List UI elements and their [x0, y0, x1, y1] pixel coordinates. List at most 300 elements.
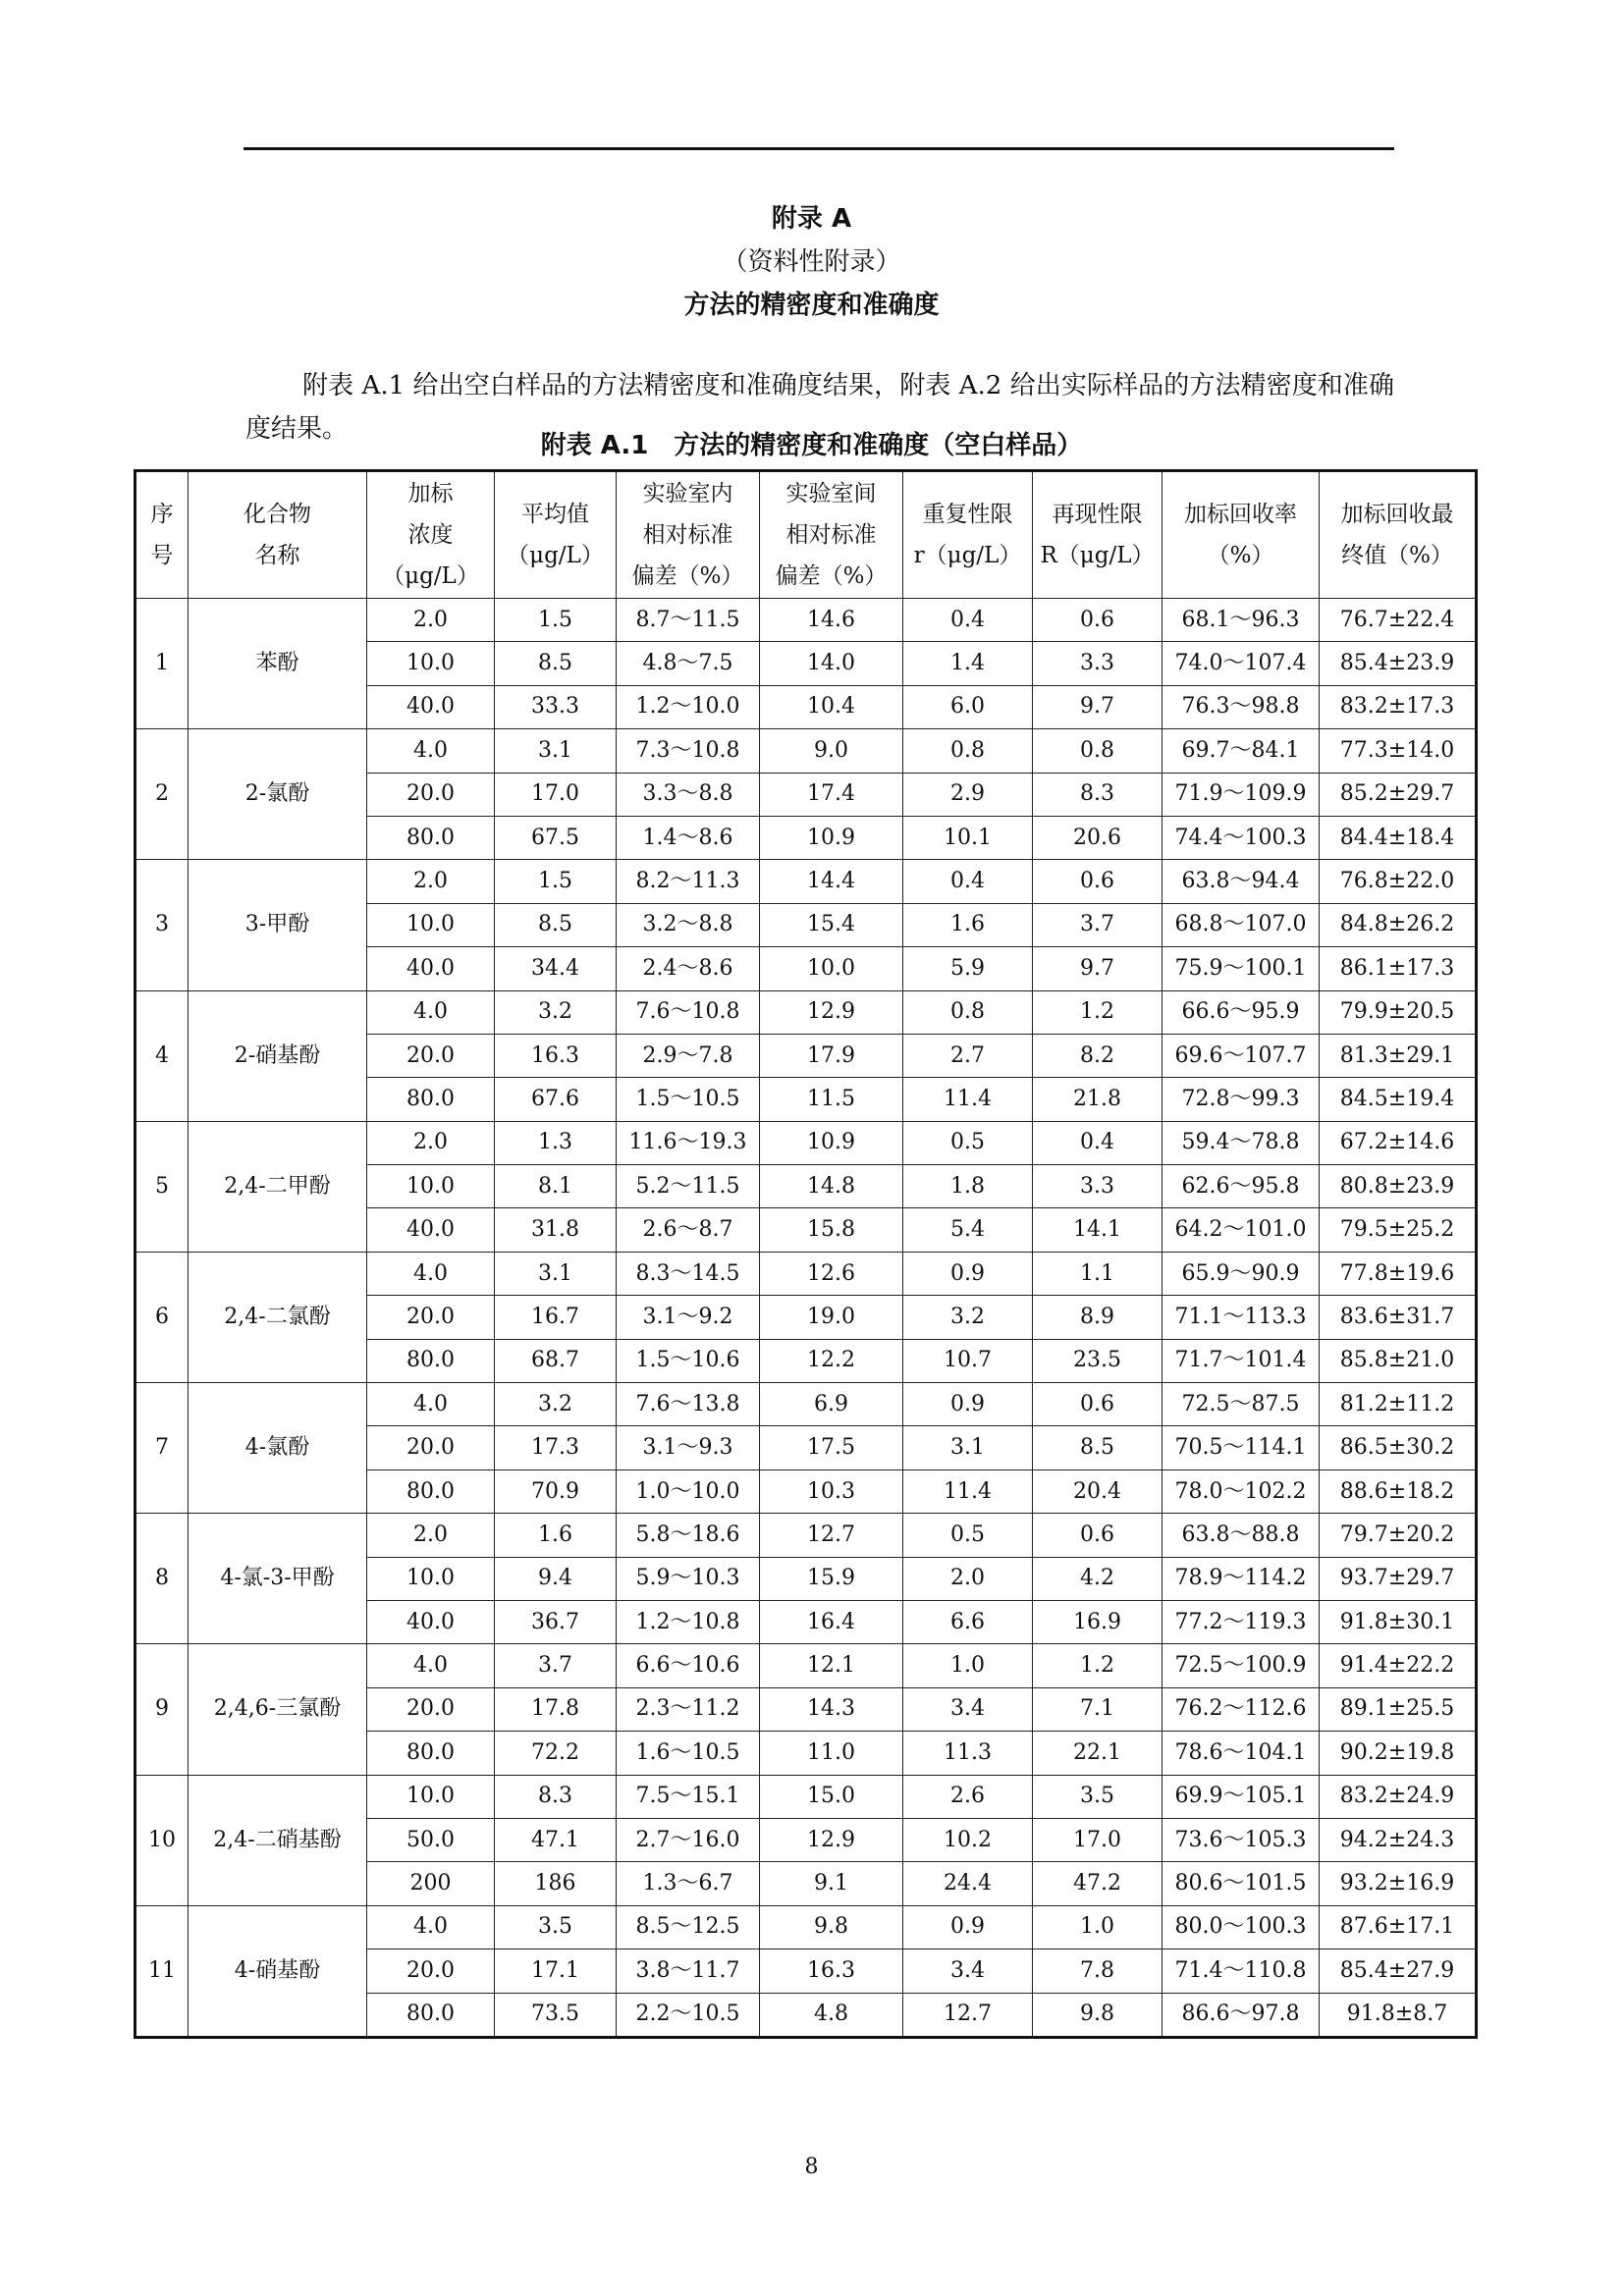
table-cell: 80.0	[367, 1993, 495, 2037]
table-cell: 3.8～11.7	[617, 1949, 760, 1993]
table-cell: 91.8±8.7	[1320, 1993, 1477, 2037]
intro-paragraph: 附表 A.1 给出空白样品的方法精密度和准确度结果，附表 A.2 给出实际样品的方法精密度和准确度结果。	[245, 371, 1394, 444]
table-cell: 1.0～10.0	[617, 1469, 760, 1513]
table-cell: 12.9	[760, 990, 903, 1034]
table-cell: 9.8	[1033, 1993, 1163, 2037]
table-cell: 12.6	[760, 1252, 903, 1295]
table-cell: 1.2	[1033, 990, 1163, 1034]
column-header-line: 终值（%）	[1341, 543, 1453, 568]
column-header-line: 再现性限	[1052, 502, 1143, 527]
table-cell: 69.6～107.7	[1163, 1034, 1320, 1077]
table-cell: 78.9～114.2	[1163, 1557, 1320, 1600]
table-cell: 76.7±22.4	[1320, 599, 1477, 642]
table-cell: 14.1	[1033, 1208, 1163, 1252]
table-cell: 2.4～8.6	[617, 947, 760, 990]
table-cell: 71.4～110.8	[1163, 1949, 1320, 1993]
table-cell: 80.0	[367, 816, 495, 859]
table-cell: 47.1	[495, 1818, 617, 1861]
table-cell: 10.1	[903, 816, 1033, 859]
table-cell: 72.5～87.5	[1163, 1383, 1320, 1426]
compound-name: 3-甲酚	[189, 860, 367, 990]
table-cell: 59.4～78.8	[1163, 1121, 1320, 1164]
table-cell: 3.1	[495, 1252, 617, 1295]
compound-name: 4-氯酚	[189, 1383, 367, 1514]
table-cell: 2.2～10.5	[617, 1993, 760, 2037]
table-cell: 0.4	[903, 860, 1033, 903]
table-cell: 20.6	[1033, 816, 1163, 859]
column-header-line: （%）	[1207, 543, 1274, 568]
table-cell: 74.0～107.4	[1163, 642, 1320, 685]
table-cell: 63.8～88.8	[1163, 1514, 1320, 1557]
column-header-line: 序	[150, 502, 174, 527]
table-cell: 8.3	[1033, 773, 1163, 816]
table-cell: 73.6～105.3	[1163, 1818, 1320, 1861]
table-cell: 9.8	[760, 1905, 903, 1949]
table-cell: 17.0	[1033, 1818, 1163, 1861]
table-cell: 15.8	[760, 1208, 903, 1252]
table-cell: 2.7	[903, 1034, 1033, 1077]
table-cell: 0.8	[903, 729, 1033, 773]
compound-number: 1	[135, 599, 189, 729]
table-cell: 2.0	[903, 1557, 1033, 1600]
table-cell: 8.3～14.5	[617, 1252, 760, 1295]
compound-number: 11	[135, 1905, 189, 2037]
column-header	[189, 471, 367, 599]
table-cell: 79.9±20.5	[1320, 990, 1477, 1034]
table-cell: 5.9～10.3	[617, 1557, 760, 1600]
compound-name: 苯酚	[189, 599, 367, 729]
table-cell: 3.3	[1033, 1165, 1163, 1208]
table-cell: 20.0	[367, 1034, 495, 1077]
table-cell: 1.1	[1033, 1252, 1163, 1295]
table-cell: 90.2±19.8	[1320, 1732, 1477, 1775]
table-cell: 0.4	[903, 599, 1033, 642]
table-cell: 84.8±26.2	[1320, 903, 1477, 946]
table-cell: 17.0	[495, 773, 617, 816]
table-cell: 40.0	[367, 685, 495, 728]
compound-number: 3	[135, 860, 189, 990]
header-rule	[243, 147, 1394, 150]
table-cell: 71.9～109.9	[1163, 773, 1320, 816]
table-cell: 3.1	[495, 729, 617, 773]
table-cell: 93.2±16.9	[1320, 1862, 1477, 1905]
table-row	[135, 1644, 1477, 1687]
table-cell: 20.0	[367, 773, 495, 816]
table-title: 附表 A.1 方法的精密度和准确度（空白样品）	[540, 431, 1083, 460]
table-cell: 1.6	[495, 1514, 617, 1557]
table-cell: 80.0	[367, 1732, 495, 1775]
table-cell: 7.6～10.8	[617, 990, 760, 1034]
table-cell: 20.0	[367, 1296, 495, 1339]
table-cell: 8.5	[495, 903, 617, 946]
table-cell: 11.0	[760, 1732, 903, 1775]
table-cell: 78.6～104.1	[1163, 1732, 1320, 1775]
table-cell: 9.4	[495, 1557, 617, 1600]
table-cell: 70.9	[495, 1469, 617, 1513]
table-row	[135, 1905, 1477, 1949]
table-cell: 4.0	[367, 1252, 495, 1295]
table-cell: 0.8	[1033, 729, 1163, 773]
table-cell: 4.8～7.5	[617, 642, 760, 685]
table-cell: 77.8±19.6	[1320, 1252, 1477, 1295]
table-cell: 24.4	[903, 1862, 1033, 1905]
table-cell: 72.2	[495, 1732, 617, 1775]
table-cell: 9.7	[1033, 947, 1163, 990]
table-cell: 12.7	[903, 1993, 1033, 2037]
table-row	[135, 599, 1477, 642]
table-cell: 5.4	[903, 1208, 1033, 1252]
column-header-line: 平均值	[521, 502, 589, 527]
table-cell: 72.5～100.9	[1163, 1644, 1320, 1687]
column-header	[903, 471, 1033, 599]
compound-number: 6	[135, 1252, 189, 1382]
table-cell: 33.3	[495, 685, 617, 728]
table-cell: 3.3～8.8	[617, 773, 760, 816]
table-cell: 10.0	[367, 1775, 495, 1818]
table-cell: 67.2±14.6	[1320, 1121, 1477, 1164]
table-cell: 10.2	[903, 1818, 1033, 1861]
table-cell: 1.5～10.5	[617, 1078, 760, 1121]
table-cell: 5.2～11.5	[617, 1165, 760, 1208]
table-cell: 0.9	[903, 1905, 1033, 1949]
table-cell: 81.2±11.2	[1320, 1383, 1477, 1426]
compound-name: 2-硝基酚	[189, 990, 367, 1121]
table-cell: 16.4	[760, 1600, 903, 1643]
table-cell: 1.3～6.7	[617, 1862, 760, 1905]
table-cell: 3.1～9.3	[617, 1426, 760, 1469]
table-cell: 6.6	[903, 1600, 1033, 1643]
table-cell: 85.8±21.0	[1320, 1339, 1477, 1382]
table-cell: 14.4	[760, 860, 903, 903]
column-header	[135, 471, 189, 599]
table-cell: 2.6～8.7	[617, 1208, 760, 1252]
table-cell: 2.6	[903, 1775, 1033, 1818]
table-cell: 21.8	[1033, 1078, 1163, 1121]
table-cell: 87.6±17.1	[1320, 1905, 1477, 1949]
table-cell: 0.4	[1033, 1121, 1163, 1164]
table-cell: 10.9	[760, 816, 903, 859]
table-cell: 1.2～10.0	[617, 685, 760, 728]
table-cell: 200	[367, 1862, 495, 1905]
table-cell: 11.4	[903, 1469, 1033, 1513]
table-row	[135, 729, 1477, 773]
compound-number: 2	[135, 729, 189, 860]
table-cell: 1.0	[1033, 1905, 1163, 1949]
appendix-title: 方法的精密度和准确度	[683, 291, 940, 320]
table-cell: 1.5	[495, 860, 617, 903]
table-cell: 91.4±22.2	[1320, 1644, 1477, 1687]
table-cell: 68.8～107.0	[1163, 903, 1320, 946]
table-cell: 3.2～8.8	[617, 903, 760, 946]
table-cell: 77.2～119.3	[1163, 1600, 1320, 1643]
column-header-line: 偏差（%）	[775, 563, 888, 589]
table-cell: 0.6	[1033, 1383, 1163, 1426]
table-cell: 17.4	[760, 773, 903, 816]
compound-name: 2,4-二氯酚	[189, 1252, 367, 1382]
table-cell: 3.1	[903, 1426, 1033, 1469]
table-cell: 89.1±25.5	[1320, 1687, 1477, 1731]
table-cell: 1.2～10.8	[617, 1600, 760, 1643]
table-row	[135, 990, 1477, 1034]
table-cell: 20.0	[367, 1687, 495, 1731]
column-header-line: 加标回收最	[1340, 502, 1454, 527]
table-cell: 1.4	[903, 642, 1033, 685]
table-cell: 15.4	[760, 903, 903, 946]
table-cell: 9.0	[760, 729, 903, 773]
table-cell: 8.5～12.5	[617, 1905, 760, 1949]
table-row	[135, 1514, 1477, 1557]
column-header-line: 相对标准	[642, 522, 733, 548]
table-cell: 14.6	[760, 599, 903, 642]
table-cell: 50.0	[367, 1818, 495, 1861]
column-header-line: 实验室间	[785, 481, 877, 507]
table-cell: 9.1	[760, 1862, 903, 1905]
table-cell: 2.0	[367, 1121, 495, 1164]
table-row	[135, 1121, 1477, 1164]
table-cell: 75.9～100.1	[1163, 947, 1320, 990]
table-cell: 12.7	[760, 1514, 903, 1557]
table-cell: 85.2±29.7	[1320, 773, 1477, 816]
table-row	[135, 1775, 1477, 1818]
table-cell: 4.0	[367, 1905, 495, 1949]
table-cell: 15.9	[760, 1557, 903, 1600]
table-cell: 65.9～90.9	[1163, 1252, 1320, 1295]
table-cell: 17.9	[760, 1034, 903, 1077]
table-cell: 10.0	[367, 903, 495, 946]
compound-number: 9	[135, 1644, 189, 1775]
table-cell: 1.0	[903, 1644, 1033, 1687]
table-cell: 19.0	[760, 1296, 903, 1339]
table-cell: 10.0	[367, 642, 495, 685]
table-cell: 73.5	[495, 1993, 617, 2037]
table-header-row	[135, 471, 1477, 599]
table-cell: 20.4	[1033, 1469, 1163, 1513]
table-cell: 23.5	[1033, 1339, 1163, 1382]
table-cell: 8.7～11.5	[617, 599, 760, 642]
table-cell: 6.0	[903, 685, 1033, 728]
table-cell: 71.1～113.3	[1163, 1296, 1320, 1339]
table-cell: 40.0	[367, 1600, 495, 1643]
appendix-note: （资料性附录）	[722, 247, 901, 277]
table-row	[135, 1252, 1477, 1295]
table-cell: 8.2	[1033, 1034, 1163, 1077]
table-cell: 2.9	[903, 773, 1033, 816]
table-cell: 81.3±29.1	[1320, 1034, 1477, 1077]
compound-number: 8	[135, 1514, 189, 1644]
table-cell: 8.9	[1033, 1296, 1163, 1339]
table-cell: 94.2±24.3	[1320, 1818, 1477, 1861]
column-header	[367, 471, 495, 599]
table-cell: 0.6	[1033, 860, 1163, 903]
table-cell: 67.5	[495, 816, 617, 859]
table-cell: 47.2	[1033, 1862, 1163, 1905]
table-cell: 7.3～10.8	[617, 729, 760, 773]
table-cell: 5.9	[903, 947, 1033, 990]
table-row	[135, 860, 1477, 903]
column-header	[617, 471, 760, 599]
column-header-line: r（μg/L）	[913, 543, 1022, 568]
compound-number: 5	[135, 1121, 189, 1252]
table-cell: 86.5±30.2	[1320, 1426, 1477, 1469]
table-cell: 3.4	[903, 1949, 1033, 1993]
column-header-line: 加标回收率	[1184, 502, 1297, 527]
table-cell: 10.0	[367, 1557, 495, 1600]
table-cell: 1.5	[495, 599, 617, 642]
table-cell: 3.5	[495, 1905, 617, 1949]
table-cell: 69.9～105.1	[1163, 1775, 1320, 1818]
table-cell: 76.3～98.8	[1163, 685, 1320, 728]
column-header	[760, 471, 903, 599]
column-header-line: 实验室内	[642, 481, 733, 507]
table-cell: 11.3	[903, 1732, 1033, 1775]
table-cell: 2.7～16.0	[617, 1818, 760, 1861]
table-cell: 16.3	[495, 1034, 617, 1077]
column-header-line: 名称	[254, 543, 300, 568]
table-cell: 80.0	[367, 1078, 495, 1121]
table-cell: 68.7	[495, 1339, 617, 1382]
compound-number: 10	[135, 1775, 189, 1905]
table-cell: 17.1	[495, 1949, 617, 1993]
table-cell: 10.0	[760, 947, 903, 990]
table-cell: 78.0～102.2	[1163, 1469, 1320, 1513]
column-header-line: 加标	[407, 481, 454, 507]
table-cell: 40.0	[367, 1208, 495, 1252]
table-cell: 74.4～100.3	[1163, 816, 1320, 859]
table-cell: 4.8	[760, 1993, 903, 2037]
table-row	[135, 1383, 1477, 1426]
table-cell: 3.5	[1033, 1775, 1163, 1818]
table-cell: 0.5	[903, 1514, 1033, 1557]
table-cell: 12.9	[760, 1818, 903, 1861]
table-cell: 77.3±14.0	[1320, 729, 1477, 773]
table-cell: 16.3	[760, 1949, 903, 1993]
table-cell: 1.6～10.5	[617, 1732, 760, 1775]
table-cell: 2.3～11.2	[617, 1687, 760, 1731]
table-cell: 80.0～100.3	[1163, 1905, 1320, 1949]
table-cell: 84.4±18.4	[1320, 816, 1477, 859]
table-cell: 34.4	[495, 947, 617, 990]
table-cell: 3.2	[495, 990, 617, 1034]
table-cell: 17.5	[760, 1426, 903, 1469]
table-cell: 36.7	[495, 1600, 617, 1643]
table-cell: 67.6	[495, 1078, 617, 1121]
table-cell: 80.0	[367, 1469, 495, 1513]
table-cell: 72.8～99.3	[1163, 1078, 1320, 1121]
table-cell: 0.6	[1033, 1514, 1163, 1557]
table-cell: 22.1	[1033, 1732, 1163, 1775]
table-cell: 1.3	[495, 1121, 617, 1164]
table-cell: 14.0	[760, 642, 903, 685]
column-header-line: （μg/L）	[382, 563, 479, 589]
table-cell: 1.2	[1033, 1644, 1163, 1687]
table-cell: 8.5	[495, 642, 617, 685]
table-cell: 3.7	[495, 1644, 617, 1687]
table-cell: 63.8～94.4	[1163, 860, 1320, 903]
table-cell: 12.2	[760, 1339, 903, 1382]
column-header	[1033, 471, 1163, 599]
table-cell: 8.3	[495, 1775, 617, 1818]
table-cell: 66.6～95.9	[1163, 990, 1320, 1034]
table-cell: 1.6	[903, 903, 1033, 946]
table-cell: 0.5	[903, 1121, 1033, 1164]
table-cell: 14.8	[760, 1165, 903, 1208]
table-cell: 4.2	[1033, 1557, 1163, 1600]
table-cell: 2.0	[367, 860, 495, 903]
table-cell: 4.0	[367, 1644, 495, 1687]
table-cell: 20.0	[367, 1949, 495, 1993]
column-header-line: 号	[150, 543, 174, 568]
table-cell: 16.7	[495, 1296, 617, 1339]
table-cell: 76.8±22.0	[1320, 860, 1477, 903]
table-cell: 14.3	[760, 1687, 903, 1731]
column-header-line: 化合物	[243, 502, 311, 527]
compound-number: 7	[135, 1383, 189, 1514]
table-cell: 12.1	[760, 1644, 903, 1687]
table-cell: 3.7	[1033, 903, 1163, 946]
table-cell: 31.8	[495, 1208, 617, 1252]
table-cell: 2.0	[367, 599, 495, 642]
column-header-line: 重复性限	[922, 502, 1013, 527]
table-cell: 11.6～19.3	[617, 1121, 760, 1164]
table-cell: 86.6～97.8	[1163, 1993, 1320, 2037]
table-cell: 71.7～101.4	[1163, 1339, 1320, 1382]
table-cell: 62.6～95.8	[1163, 1165, 1320, 1208]
page-number: 8	[804, 2155, 819, 2179]
column-header	[1163, 471, 1320, 599]
table-cell: 1.8	[903, 1165, 1033, 1208]
table-cell: 4.0	[367, 729, 495, 773]
table-cell: 4.0	[367, 1383, 495, 1426]
table-cell: 3.4	[903, 1687, 1033, 1731]
table-cell: 91.8±30.1	[1320, 1600, 1477, 1643]
table-cell: 6.6～10.6	[617, 1644, 760, 1687]
table-cell: 40.0	[367, 947, 495, 990]
table-body	[135, 599, 1477, 2038]
table-cell: 86.1±17.3	[1320, 947, 1477, 990]
table-cell: 7.8	[1033, 1949, 1163, 1993]
compound-name: 4-硝基酚	[189, 1905, 367, 2037]
column-header-line: R（μg/L）	[1040, 543, 1155, 568]
table-cell: 7.6～13.8	[617, 1383, 760, 1426]
table-cell: 7.1	[1033, 1687, 1163, 1731]
table-cell: 0.9	[903, 1252, 1033, 1295]
table-cell: 3.3	[1033, 642, 1163, 685]
column-header-line: 偏差（%）	[631, 563, 744, 589]
column-header-line: 浓度	[407, 522, 454, 548]
table-cell: 20.0	[367, 1426, 495, 1469]
table-cell: 83.2±24.9	[1320, 1775, 1477, 1818]
table-cell: 1.5～10.6	[617, 1339, 760, 1382]
table-cell: 80.8±23.9	[1320, 1165, 1477, 1208]
table-cell: 0.9	[903, 1383, 1033, 1426]
compound-name: 2,4-二硝基酚	[189, 1775, 367, 1905]
table-cell: 70.5～114.1	[1163, 1426, 1320, 1469]
table-cell: 10.3	[760, 1469, 903, 1513]
precision-accuracy-table	[134, 469, 1478, 2039]
table-cell: 8.1	[495, 1165, 617, 1208]
table-cell: 11.4	[903, 1078, 1033, 1121]
column-header-line: （μg/L）	[507, 543, 604, 568]
column-header	[1320, 471, 1477, 599]
table-cell: 10.0	[367, 1165, 495, 1208]
table-cell: 10.9	[760, 1121, 903, 1164]
compound-name: 2,4-二甲酚	[189, 1121, 367, 1252]
table-cell: 93.7±29.7	[1320, 1557, 1477, 1600]
table-cell: 85.4±23.9	[1320, 642, 1477, 685]
table-cell: 7.5～15.1	[617, 1775, 760, 1818]
table-cell: 68.1～96.3	[1163, 599, 1320, 642]
table-cell: 8.2～11.3	[617, 860, 760, 903]
